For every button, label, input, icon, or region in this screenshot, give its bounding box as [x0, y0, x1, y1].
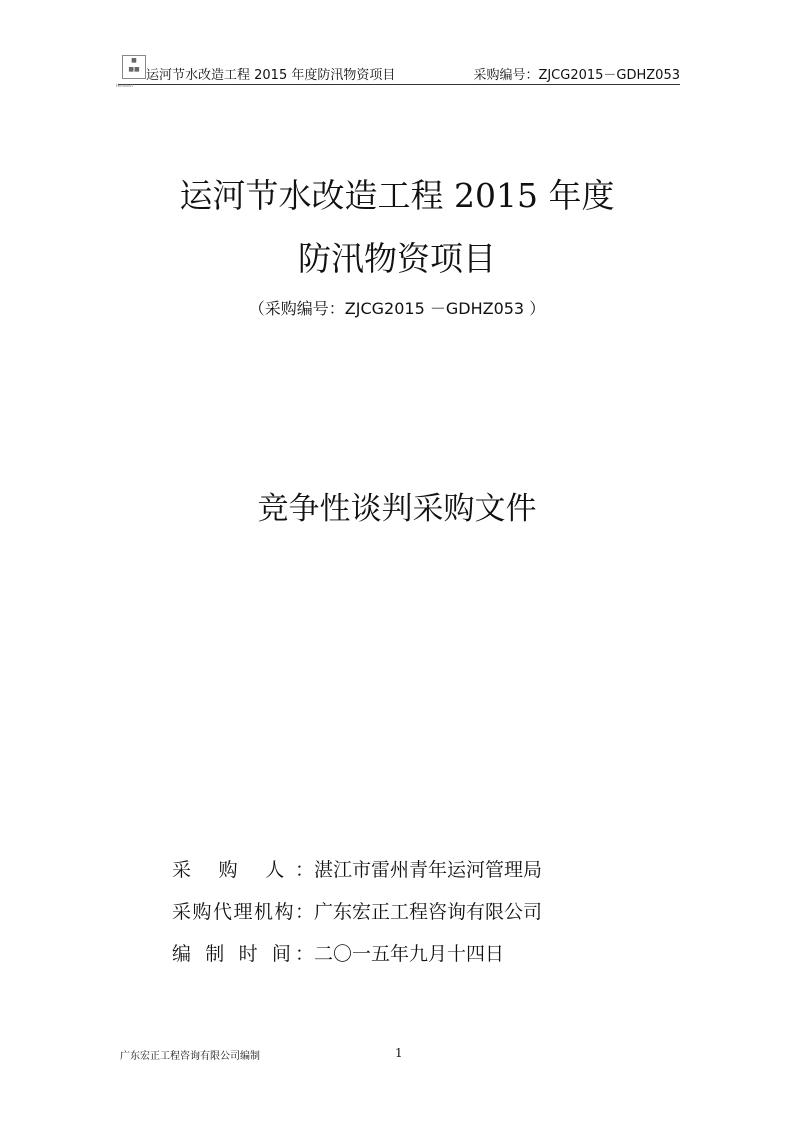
info-value: 广东宏正工程咨询有限公司	[314, 901, 543, 923]
footer-compiler: 广东宏正工程咨询有限公司编制	[120, 1051, 260, 1062]
company-logo: ■ ■■	[122, 55, 146, 79]
logo-caption: Hendeot	[116, 83, 134, 88]
info-label: 采购代理机构：	[172, 901, 314, 923]
page-header	[116, 57, 680, 88]
header-procurement-code: 采购编号：ZJCG2015－GDHZ053	[473, 68, 680, 83]
info-label: 编 制 时 间：	[172, 943, 314, 965]
info-row-purchaser	[172, 855, 542, 882]
info-label: 采 购 人：	[172, 859, 314, 881]
info-row-date	[172, 939, 504, 966]
info-value: 湛江市雷州青年运河管理局	[314, 859, 543, 881]
title-line-2: 防汛物资项目	[298, 239, 496, 278]
info-value: 二〇一五年九月十四日	[314, 943, 505, 965]
info-row-agency	[172, 897, 542, 924]
title-line-1: 运河节水改造工程 2015 年度	[179, 176, 615, 215]
header-project-name: 运河节水改造工程 2015 年度防汛物资项目	[146, 68, 396, 83]
procurement-code: （采购编号：ZJCG2015 －GDHZ053 ）	[248, 299, 546, 318]
page-number: 1	[395, 1046, 403, 1060]
document-type-title: 竞争性谈判采购文件	[257, 491, 537, 527]
